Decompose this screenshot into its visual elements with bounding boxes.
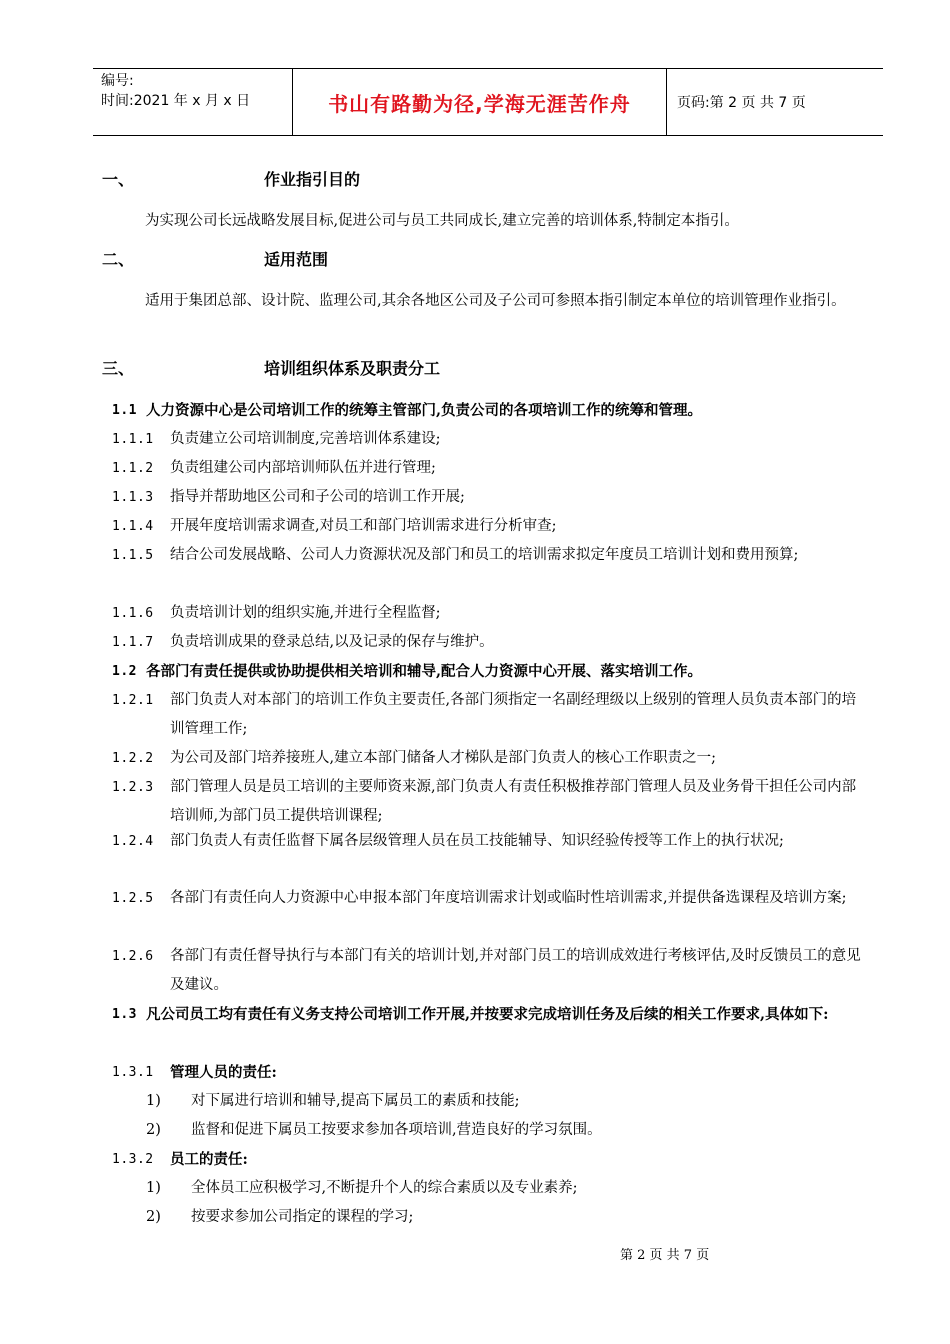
section-number: 二、 xyxy=(102,250,135,269)
section-body-1: 为实现公司长远战略发展目标,促进公司与员工共同成长,建立完善的培训体系,特制定本指引。 xyxy=(145,213,739,229)
section-body-2: 适用于集团总部、设计院、监理公司,其余各地区公司及子公司可参照本指引制定本单位的培训管理作业指引。 xyxy=(145,293,846,309)
clause-number: 1.1.2 xyxy=(112,461,154,476)
sub-item-number: 1) xyxy=(146,1093,161,1109)
motto: 书山有路勤为径,学海无涯苦作舟 xyxy=(328,91,631,116)
section-number: 一、 xyxy=(102,170,135,189)
clause-number: 1.1.5 xyxy=(112,548,154,563)
clause-number: 1.2.5 xyxy=(112,891,154,906)
clause-number: 1.1 xyxy=(112,403,137,418)
section-heading-2 xyxy=(102,248,328,272)
clause-text: 负责组建公司内部培训师队伍并进行管理; xyxy=(170,460,436,476)
time-label: 时间:2021 年 x 月 x 日 xyxy=(101,93,251,109)
clause-text: 负责建立公司培训制度,完善培训体系建设; xyxy=(170,431,441,447)
clause-number: 1.3.1 xyxy=(112,1065,154,1080)
section-title: 适用范围 xyxy=(264,250,329,269)
clause-text: 员工的责任: xyxy=(170,1151,248,1168)
sub-item-text: 对下属进行培训和辅导,提高下属员工的素质和技能; xyxy=(191,1093,520,1109)
clause-number: 1.1.1 xyxy=(112,432,154,447)
clause-text: 各部门有责任督导执行与本部门有关的培训计划,并对部门员工的培训成效进行考核评估,及时反馈员工的意见及建议。 xyxy=(170,948,861,993)
clause-text: 管理人员的责任: xyxy=(170,1064,277,1081)
clause-text: 各部门有责任提供或协助提供相关培训和辅导,配合人力资源中心开展、落实培训工作。 xyxy=(146,663,703,680)
clause-text: 结合公司发展战略、公司人力资源状况及部门和员工的培训需求拟定年度员工培训计划和费用预算; xyxy=(170,547,799,563)
clause-text: 部门管理人员是员工培训的主要师资来源,部门负责人有责任积极推荐部门管理人员及业务骨干担任公司内部培训师,为部门员工提供培训课程; xyxy=(170,779,857,824)
header-page-cell xyxy=(667,69,883,135)
clause-text: 部门负责人对本部门的培训工作负主要责任,各部门须指定一名副经理级以上级别的管理人员负责本部门的培训管理工作; xyxy=(170,692,857,737)
sub-item-number: 2) xyxy=(146,1122,161,1138)
clause-text: 各部门有责任向人力资源中心申报本部门年度培训需求计划或临时性培训需求,并提供备选课程及培训方案; xyxy=(170,890,847,906)
clause-number: 1.2.4 xyxy=(112,834,154,849)
section-heading-3 xyxy=(102,357,440,381)
clause-text: 开展年度培训需求调查,对员工和部门培训需求进行分析审查; xyxy=(170,518,557,534)
clause-number: 1.1.7 xyxy=(112,635,154,650)
clause-text: 为公司及部门培养接班人,建立本部门储备人才梯队是部门负责人的核心工作职责之一; xyxy=(170,750,716,766)
clause-text: 人力资源中心是公司培训工作的统筹主管部门,负责公司的各项培训工作的统筹和管理。 xyxy=(146,402,703,419)
footer-page-number: 第 2 页 共 7 页 xyxy=(620,1248,710,1263)
clause-text: 凡公司员工均有责任有义务支持公司培训工作开展,并按要求完成培训任务及后续的相关工作要求,具体如下: xyxy=(146,1006,829,1023)
clause-number: 1.1.3 xyxy=(112,490,154,505)
sub-item-text: 全体员工应积极学习,不断提升个人的综合素质以及专业素养; xyxy=(191,1180,578,1196)
clause-number: 1.2.6 xyxy=(112,949,154,964)
document-header xyxy=(93,68,883,136)
clause-number: 1.1.6 xyxy=(112,606,154,621)
sub-item-number: 1) xyxy=(146,1180,161,1196)
sub-item-number: 2) xyxy=(146,1209,161,1225)
section-heading-1 xyxy=(102,168,360,192)
sub-item-text: 按要求参加公司指定的课程的学习; xyxy=(191,1209,414,1225)
header-motto-cell xyxy=(293,69,667,135)
clause-number: 1.3 xyxy=(112,1007,137,1022)
clause-text: 负责培训计划的组织实施,并进行全程监督; xyxy=(170,605,441,621)
clause-number: 1.2.1 xyxy=(112,693,154,708)
page-label: 页码:第 2 页 共 7 页 xyxy=(677,95,806,111)
section-title: 作业指引目的 xyxy=(264,170,361,189)
number-label: 编号: xyxy=(101,73,134,89)
clause-text: 部门负责人有责任监督下属各层级管理人员在员工技能辅导、知识经验传授等工作上的执行状况; xyxy=(170,833,784,849)
clause-number: 1.2 xyxy=(112,664,137,679)
sub-item-text: 监督和促进下属员工按要求参加各项培训,营造良好的学习氛围。 xyxy=(191,1122,602,1138)
clause-number: 1.1.4 xyxy=(112,519,154,534)
clause-text: 负责培训成果的登录总结,以及记录的保存与维护。 xyxy=(170,634,494,650)
clause-number: 1.2.3 xyxy=(112,780,154,795)
clause-text: 指导并帮助地区公司和子公司的培训工作开展; xyxy=(170,489,465,505)
header-meta xyxy=(93,69,293,135)
clause-number: 1.2.2 xyxy=(112,751,154,766)
clause-number: 1.3.2 xyxy=(112,1152,154,1167)
section-title: 培训组织体系及职责分工 xyxy=(264,359,441,378)
section-number: 三、 xyxy=(102,359,135,378)
